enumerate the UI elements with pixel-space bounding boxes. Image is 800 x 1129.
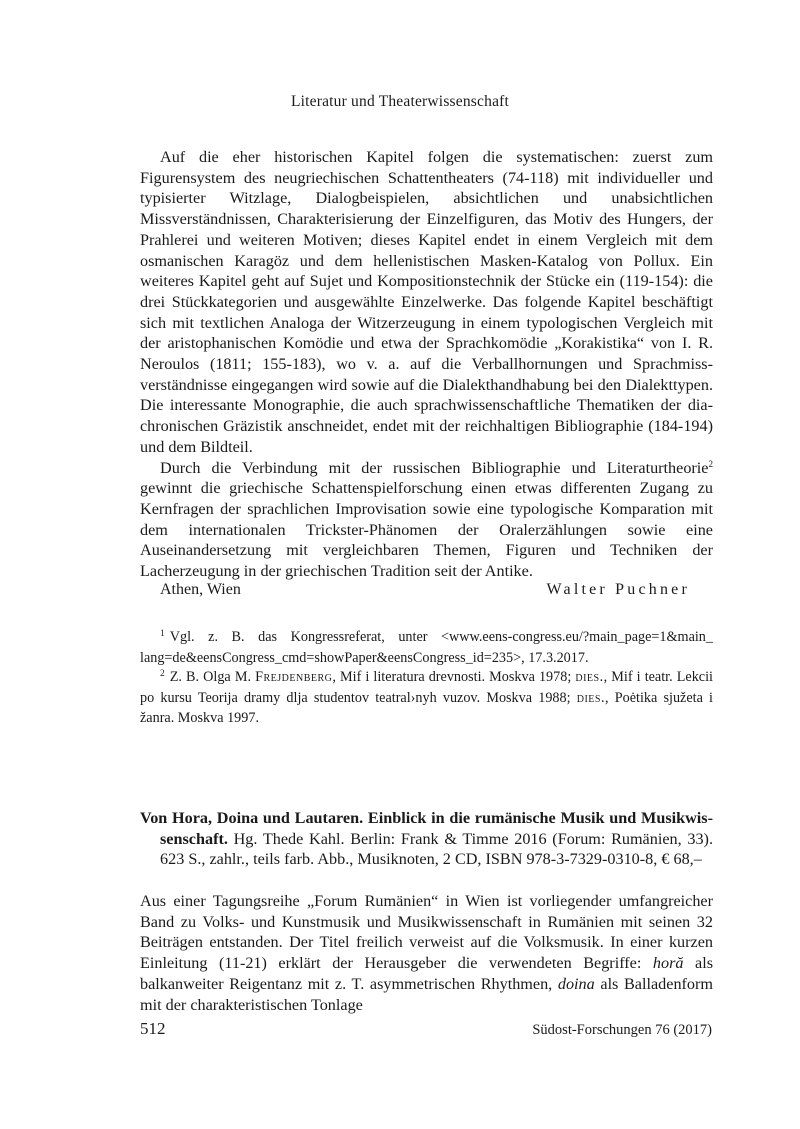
- paragraph-2: [140, 458, 713, 582]
- paragraph-1: Auf die eher historischen Kapitel folgen die systematischen: zuerst zum Figurensystem des neugriechischen Schattentheaters (74-118) mit individueller und typisierter Witzlage, Dialogbeispielen, absichtlichen und unabsichtlichen Missverständnissen, Charakterisierung der Einzelfiguren, das Motiv des Hungers, der Prahlerei und weiteren Motiven; dieses Kapitel endet in einem Vergleich mit dem osmanischen Karagöz und dem hellenistischen Masken-Katalog von Pollux. Ein weiteres Kapitel geht auf Sujet und Kompositionstechnik der Stücke ein (119-154): die drei Stückkategorien und ausgewählte Einzelwerke. Das folgende Kapitel beschäftigt sich mit textlichen Analoga der Witzerzeugung in einem typologischen Vergleich mit der aristophanischen Komödie und etwa der Sprachkomödie „Korakistika“ von I. R. Neroulos (1811; 155-183), wo v. a. auf die Verballhornungen und Sprachmissverständnisse eingegangen wird sowie auf die Dialekthandhabung bei den Dialekttypen. Die interessante Monographie, die auch sprachwissenschaftliche Thematiken der diachronischen Gräzistik anschneidet, endet mit der reichhaltigen Bibliographie (184-194) und dem Bildteil.: [140, 148, 713, 456]
- review-bibliography: Hg. Thede Kahl. Berlin: Frank & Timme 2016 (Forum: Rumänien, 33). 623 S., zahlr., teils farb. Abb., Musiknoten, 2 CD, ISBN 978-3-7329-0310-8, € 68,–: [160, 829, 713, 869]
- footnote-1-text: Vgl. z. B. das Kongressreferat, unter <www.eens-congress.eu/?main_page=1&main_​lang=de&eensCongress_cmd=showPaper&eensCongress_id=235>, 17.3.2017.: [140, 629, 713, 666]
- footnote-1: [140, 627, 713, 668]
- review-heading: [140, 808, 713, 870]
- footnote-2-text-c: , Mif i teatr. Lekcii po kursu Teorija dramy dlja studentov teatral›nyh vuzov. Moskva 1988;: [140, 669, 713, 706]
- page-number: 512: [140, 1019, 166, 1038]
- term-doina: doina: [557, 974, 595, 993]
- term-hora: horă: [652, 954, 684, 973]
- paragraph-2-text-b: gewinnt die griechische Schattenspielforschung einen etwas differenten Zugang zu Kernfragen der sprachlichen Improvisation sowie eine typologische Komparation mit dem internationalen Trickster-Phänomen der Oralerzählungen sowie eine Auseinandersetzung mit vergleichbaren Themen, Figuren und Techniken der Lacherzeugung in der griechischen Tradition seit der Antike.: [140, 479, 713, 581]
- footnote-2-mark: 2: [160, 669, 165, 679]
- review-author: Walter Puchner: [546, 581, 690, 598]
- footnote-2-text-d: , Poėtika sjužeta i žanra. Moskva 1997.: [140, 689, 713, 727]
- footnote-2: [140, 667, 713, 729]
- footnote-1-mark: 1: [160, 629, 165, 639]
- review-body-b: als balkanweiter Reigentanz mit z. T. asymmetrischen Rhythmen,: [140, 954, 714, 993]
- footnote-2-dies-2: dies.: [576, 689, 606, 706]
- footnote-2-author: Frejdenberg: [255, 669, 333, 685]
- footnote-ref-2[interactable]: 2: [708, 458, 713, 469]
- running-title: Literatur und Theaterwissenschaft: [290, 93, 510, 110]
- review-title: Von Hora, Doina und Lautaren. Einblick in die rumänische Musik und Musikwissenschaft.: [140, 809, 713, 848]
- review-body-a: Aus einer Tagungsreihe „Forum Rumänien“ in Wien ist vorliegender umfangreicher Band zu Volks- und Kunstmusik und Musikwissenschaft in Rumänien mit seinen 32 Beiträgen entstanden. Der Titel freilich verweist auf die Volksmusik. In einer kurzen Einleitung (11-21) erklärt der Herausgeber die verwendeten Begriffe:: [140, 892, 713, 973]
- journal-footer: Südost-Forschungen 76 (2017): [532, 1022, 712, 1038]
- review-paragraph: [140, 891, 713, 1015]
- footnote-2-dies-1: dies.: [575, 669, 604, 685]
- review-body: [140, 891, 713, 1015]
- signature-place: Athen, Wien: [160, 581, 241, 598]
- footnote-2-text-a: Z. B. Olga M.: [169, 669, 256, 685]
- review-body-c: als Balladenform mit der charakteristischen Tonlage: [140, 974, 714, 1014]
- review-continuation: [140, 147, 713, 582]
- footnote-2-text-b: , Mif i literatura drevnosti. Moskva 1978;: [332, 669, 576, 685]
- paragraph-2-text-a: Durch die Verbindung mit der russischen Bibliographie und Literaturtheorie: [160, 458, 709, 477]
